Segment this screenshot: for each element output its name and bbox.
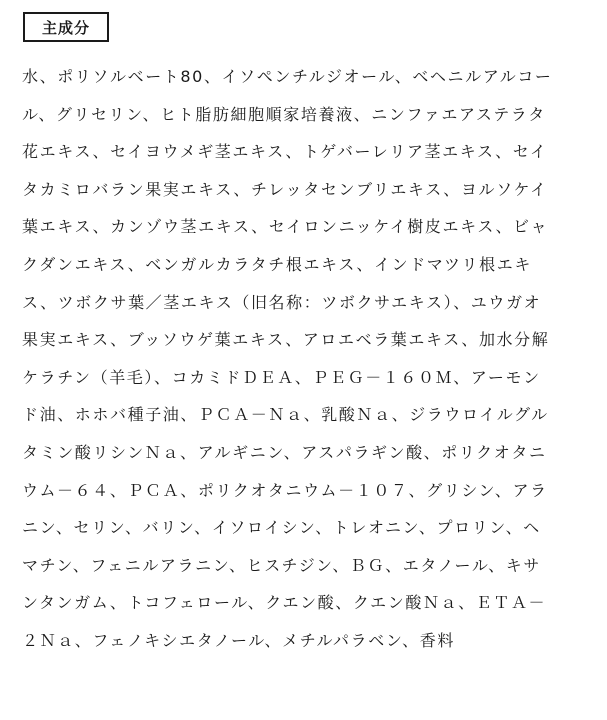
ingredient-line: ケラチン（羊毛）、コカミドＤＥＡ、ＰＥＧ－１６０Ｍ、アーモン [22,367,541,387]
ingredient-line: ル、グリセリン、ヒト脂肪細胞順家培養液、ニンファエアステラタ [22,104,546,124]
ingredient-line: ス、ツボクサ葉／茎エキス（旧名称：ツボクサエキス）、ユウガオ [22,292,542,312]
ingredient-line: ウム－６４、ＰＣＡ、ポリクオタニウム－１０７、グリシン、アラ [22,480,548,500]
ingredient-line: クダンエキス、ベンガルカラタチ根エキス、インドマツリ根エキ [22,254,532,274]
ingredient-line: ２Ｎａ、フェノキシエタノール、メチルパラベン、香料 [22,630,455,650]
ingredient-line: タミン酸リシンＮａ、アルギニン、アスパラギン酸、ポリクオタニ [22,442,547,462]
ingredient-line: ンタンガム、トコフェロール、クエン酸、クエン酸Ｎａ、ＥＴＡ－ [22,593,547,613]
ingredient-line: タカミロバラン果実エキス、チレッタセンブリエキス、ヨルソケイ [22,179,548,199]
ingredient-line: 花エキス、セイヨウメギ茎エキス、トゲバーレリア茎エキス、セイ [22,142,548,162]
ingredient-line: マチン、フェニルアラニン、ヒスチジン、ＢＧ、エタノール、キサ [22,555,541,575]
ingredients-heading: 主成分 [23,12,109,42]
ingredient-line: ド油、ホホバ種子油、ＰＣＡ－Ｎａ、乳酸Ｎａ、ジラウロイルグル [22,405,549,425]
ingredient-line: 水、ポリソルベート80、イソペンチルジオール、ベヘニルアルコー [22,67,553,86]
ingredient-line: 葉エキス、カンゾウ茎エキス、セイロンニッケイ樹皮エキス、ビャ [22,217,549,237]
ingredients-list [22,58,602,660]
ingredient-line: ニン、セリン、バリン、イソロイシン、トレオニン、プロリン、ヘ [22,518,541,538]
ingredient-line: 果実エキス、ブッソウゲ葉エキス、アロエベラ葉エキス、加水分解 [22,330,550,350]
